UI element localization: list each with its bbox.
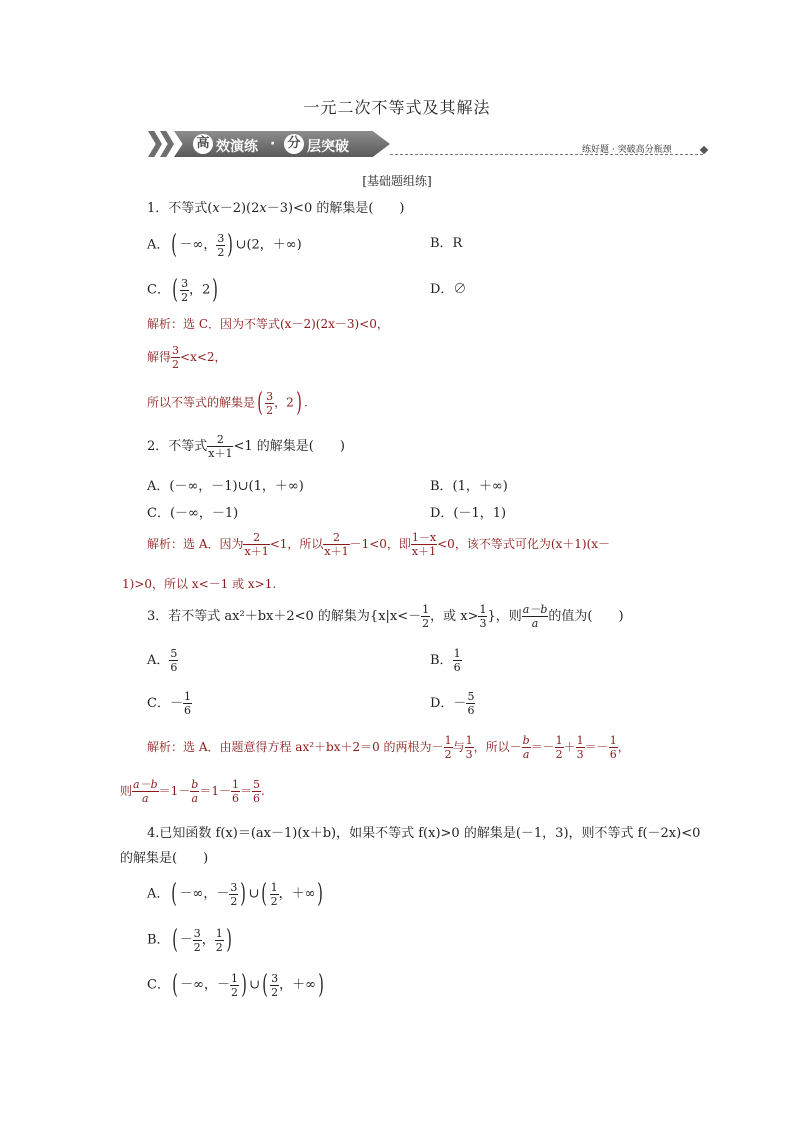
question-3-option-a[interactable]: A． $\frac{5}{6}$ [147, 647, 178, 674]
question-2-solution-line: 解析：选 A．因为 $\frac{2}{x+1}$ <1，所以 $\frac{2}{x+1}$ －1<0，即 $\frac{1-x}{x+1}$ <0，该不等式可化为(x＋1)(x－ [147, 531, 611, 558]
question-1-option-d[interactable]: D．∅ [430, 282, 467, 297]
question-1-option-b[interactable]: B．R [430, 236, 463, 251]
question-2-option-b[interactable]: B．(1，＋∞) [430, 479, 508, 494]
question-2-solution-line: 1)>0，所以 x<－1 或 x>1. [122, 577, 277, 591]
question-1-solution-line: 所以不等式的解集是( $\frac{3}{2}$ ，2) . [147, 388, 308, 418]
question-2-option-c[interactable]: C．(－∞，－1) [147, 506, 239, 521]
question-1-solution-line: 解析：选 C．因为不等式(x－2)(2x－3)<0， [147, 317, 389, 331]
banner-slogan: 练好题 · 突破高分瓶颈 [582, 145, 672, 155]
question-3-solution-line: 解析：选 A．由题意得方程 ax²＋bx＋2＝0 的两根为－ $\frac{1}{2}$ 与 $\frac{1}{3}$ ，所以－ $\frac{b}{a}$ ＝－ $\frac{1}{2}$ ＋ $\frac{1}{3}$ ＝－ $\frac{1}{6}$ ， [147, 734, 630, 761]
question-4-option-b[interactable]: B．( － $\frac{3}{2}$ ， $\frac{1}{2}$ ) [147, 925, 232, 955]
banner-chevron-icon [148, 131, 162, 157]
question-1-stem: 1．不等式(x－2)(2x－3)<0 的解集是( ) [147, 201, 405, 216]
question-3-stem: 3．若不等式 ax²＋bx＋2<0 的解集为{x|x<－ $\frac{1}{2}$ ，或 x> $\frac{1}{3}$ }，则 $\frac{a-b}{a}$ 的值为( ) [147, 603, 624, 630]
banner-text: 层突破 [307, 139, 349, 155]
question-4-option-c[interactable]: C．( －∞，－ $\frac{1}{2}$ ) ∪( $\frac{3}{2}$ ，＋∞) [147, 970, 324, 1000]
question-1-solution-line: 解得 $\frac{3}{2}$ <x<2， [147, 344, 227, 371]
banner-dot: · [270, 136, 276, 152]
banner-chevron-icon [160, 131, 174, 157]
question-4-option-a[interactable]: A．( －∞，－ $\frac{3}{2}$ ) ∪( $\frac{1}{2}$ ，＋∞) [147, 879, 324, 909]
question-2-stem: 2．不等式 $\frac{2}{x+1}$ <1 的解集是( ) [147, 433, 345, 460]
diamond-icon [700, 146, 708, 154]
page-title: 一元二次不等式及其解法 [303, 98, 491, 117]
banner-text: 效演练 [216, 139, 258, 155]
banner-circle-char: 高 [193, 134, 213, 154]
question-1-option-a[interactable]: A．( －∞， $\frac{3}{2}$ ) ∪(2，＋∞) [147, 230, 302, 260]
question-2-option-d[interactable]: D．(－1，1) [430, 506, 507, 521]
question-1-option-c[interactable]: C．( $\frac{3}{2}$ ，2) [147, 275, 219, 305]
question-2-option-a[interactable]: A．(－∞，－1)∪(1，＋∞) [147, 479, 304, 494]
question-3-option-c[interactable]: C．－ $\frac{1}{6}$ [147, 690, 191, 717]
banner-circle-char: 分 [284, 134, 304, 154]
section-heading: [基础题组练] [362, 174, 432, 188]
question-3-option-b[interactable]: B． $\frac{1}{6}$ [430, 647, 461, 674]
question-4-stem: 4.已知函数 f(x)＝(ax－1)(x＋b)，如果不等式 f(x)>0 的解集是(－1，3)，则不等式 f(－2x)<0 [147, 826, 701, 841]
question-4-stem: 的解集是( ) [120, 851, 209, 866]
question-3-solution-line: 则 $\frac{a-b}{a}$ ＝1－ $\frac{b}{a}$ ＝1－ $\frac{1}{6}$ ＝ $\frac{5}{6}$ . [120, 778, 265, 805]
question-3-option-d[interactable]: D．－ $\frac{5}{6}$ [430, 690, 475, 717]
